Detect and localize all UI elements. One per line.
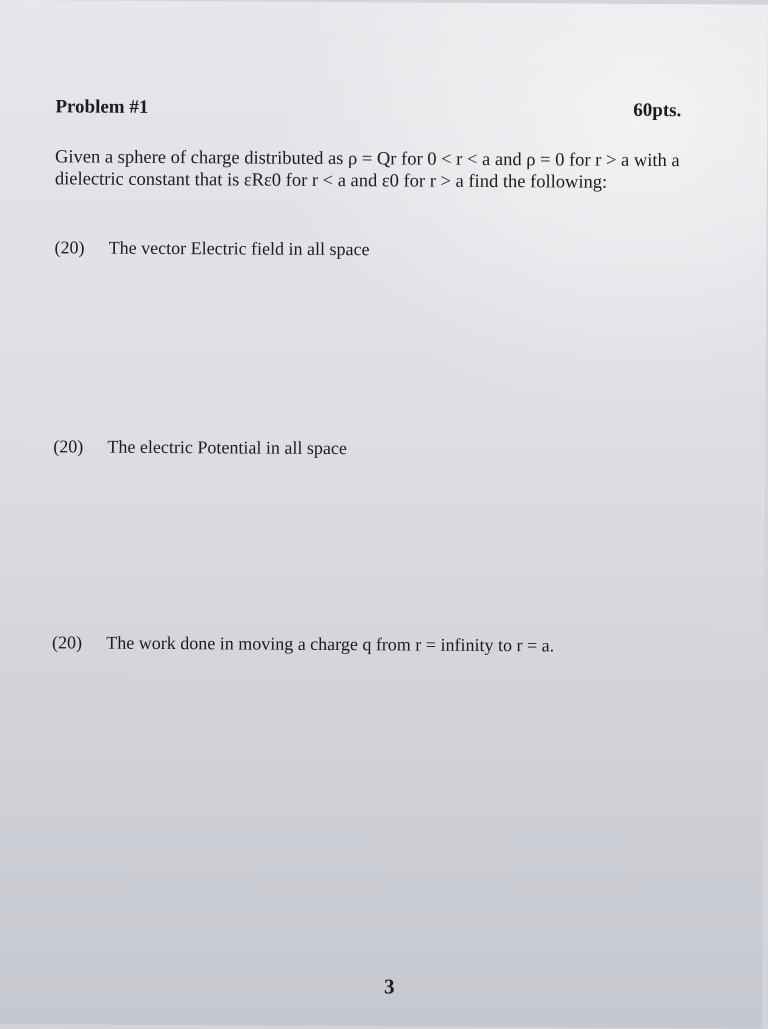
question-2-points: (20) [53,436,84,457]
question-2 [53,436,347,459]
problem-title: Problem #1 [55,96,149,118]
problem-header [55,96,681,122]
problem-points: 60pts. [633,99,682,122]
question-3 [52,632,554,656]
problem-statement [55,146,745,194]
question-3-text: The work done in moving a charge q from r = infinity to r = a. [106,632,555,656]
question-1-text: The vector Electric field in all space [108,237,370,260]
question-1-points: (20) [54,237,85,258]
question-3-points: (20) [52,632,83,653]
question-2-text: The electric Potential in all space [107,436,347,459]
problem-statement-line-1: Given a sphere of charge distributed as ρ = Qr for 0 < r < a and ρ = 0 for r > a with a [54,147,680,172]
question-1 [54,237,369,260]
page-number: 3 [383,974,395,999]
problem-statement-line-2: dielectric constant that is εRε0 for r < a and ε0 for r > a find the following: [54,169,608,193]
